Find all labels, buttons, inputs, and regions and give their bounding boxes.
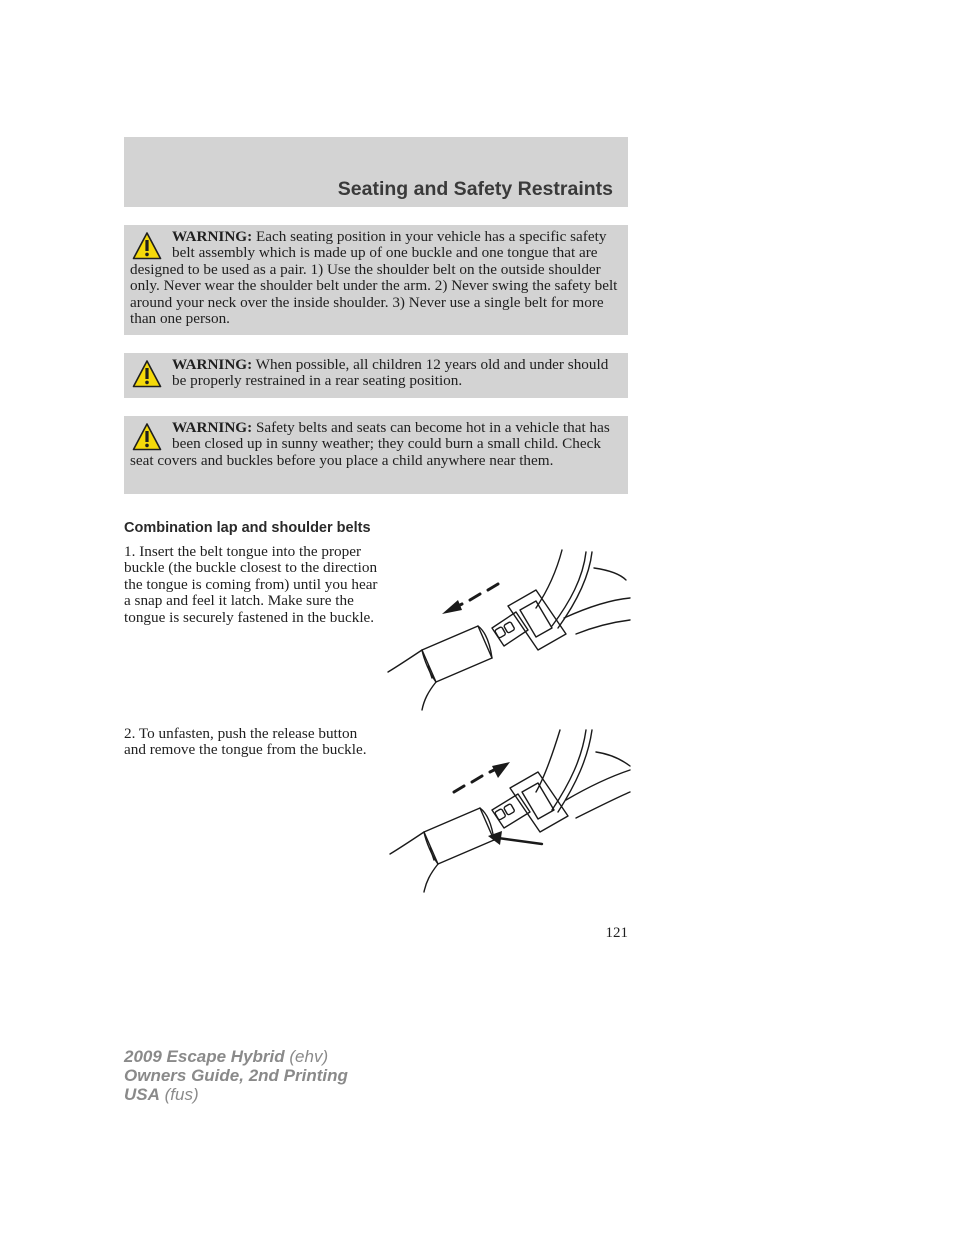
warning-keyword: WARNING:: [172, 228, 253, 245]
warning-box-1: [124, 225, 628, 335]
warning-keyword: WARNING:: [172, 419, 253, 436]
header-band: [124, 137, 628, 207]
warning-box-3: [124, 416, 628, 494]
footer: [124, 1047, 348, 1104]
warning-triangle-icon: [132, 359, 162, 389]
section-heading: Combination lap and shoulder belts: [124, 520, 371, 536]
footer-line-2: Owners Guide, 2nd Printing: [124, 1066, 348, 1085]
page-title: Seating and Safety Restraints: [337, 178, 613, 200]
warning-triangle-icon: [132, 422, 162, 452]
page-number: 121: [605, 925, 628, 941]
warning-triangle-icon: [132, 231, 162, 261]
warning-box-2: [124, 353, 628, 398]
buckle-release-illustration: [386, 728, 632, 894]
warning-text: Safety belts and seats can become hot in a vehicle that has been closed up in sunny weather; they could burn a small child. Check seat covers and buckles before you place a child anywhere near them.: [130, 419, 610, 469]
step-2-text: 2. To unfasten, push the release button and remove the tongue from the buckle.: [124, 725, 367, 759]
warning-text: When possible, all children 12 years old and under should be properly restrained in a rear seating position.: [172, 356, 609, 390]
warning-keyword: WARNING:: [172, 356, 253, 373]
footer-line-3: USA (fus): [124, 1085, 199, 1104]
warning-text: Each seating position in your vehicle has a specific safety belt assembly which is made up of one buckle and one tongue that are designed to be used as a pair. 1) Use the shoulder belt on the outside shoulder only. Never wear the shoulder belt under the arm. 2) Never swing the safety belt around your neck over the inside shoulder. 3) Never use a single belt for more than one person.: [130, 228, 618, 328]
footer-line-1: 2009 Escape Hybrid (ehv): [124, 1047, 329, 1066]
step-1-text: 1. Insert the belt tongue into the proper buckle (the buckle closest to the direction the tongue is coming from) until you hear a snap and feel it latch. Make sure the tongue is securely fastened in the buckle.: [124, 543, 378, 626]
buckle-insert-illustration: [386, 548, 632, 714]
